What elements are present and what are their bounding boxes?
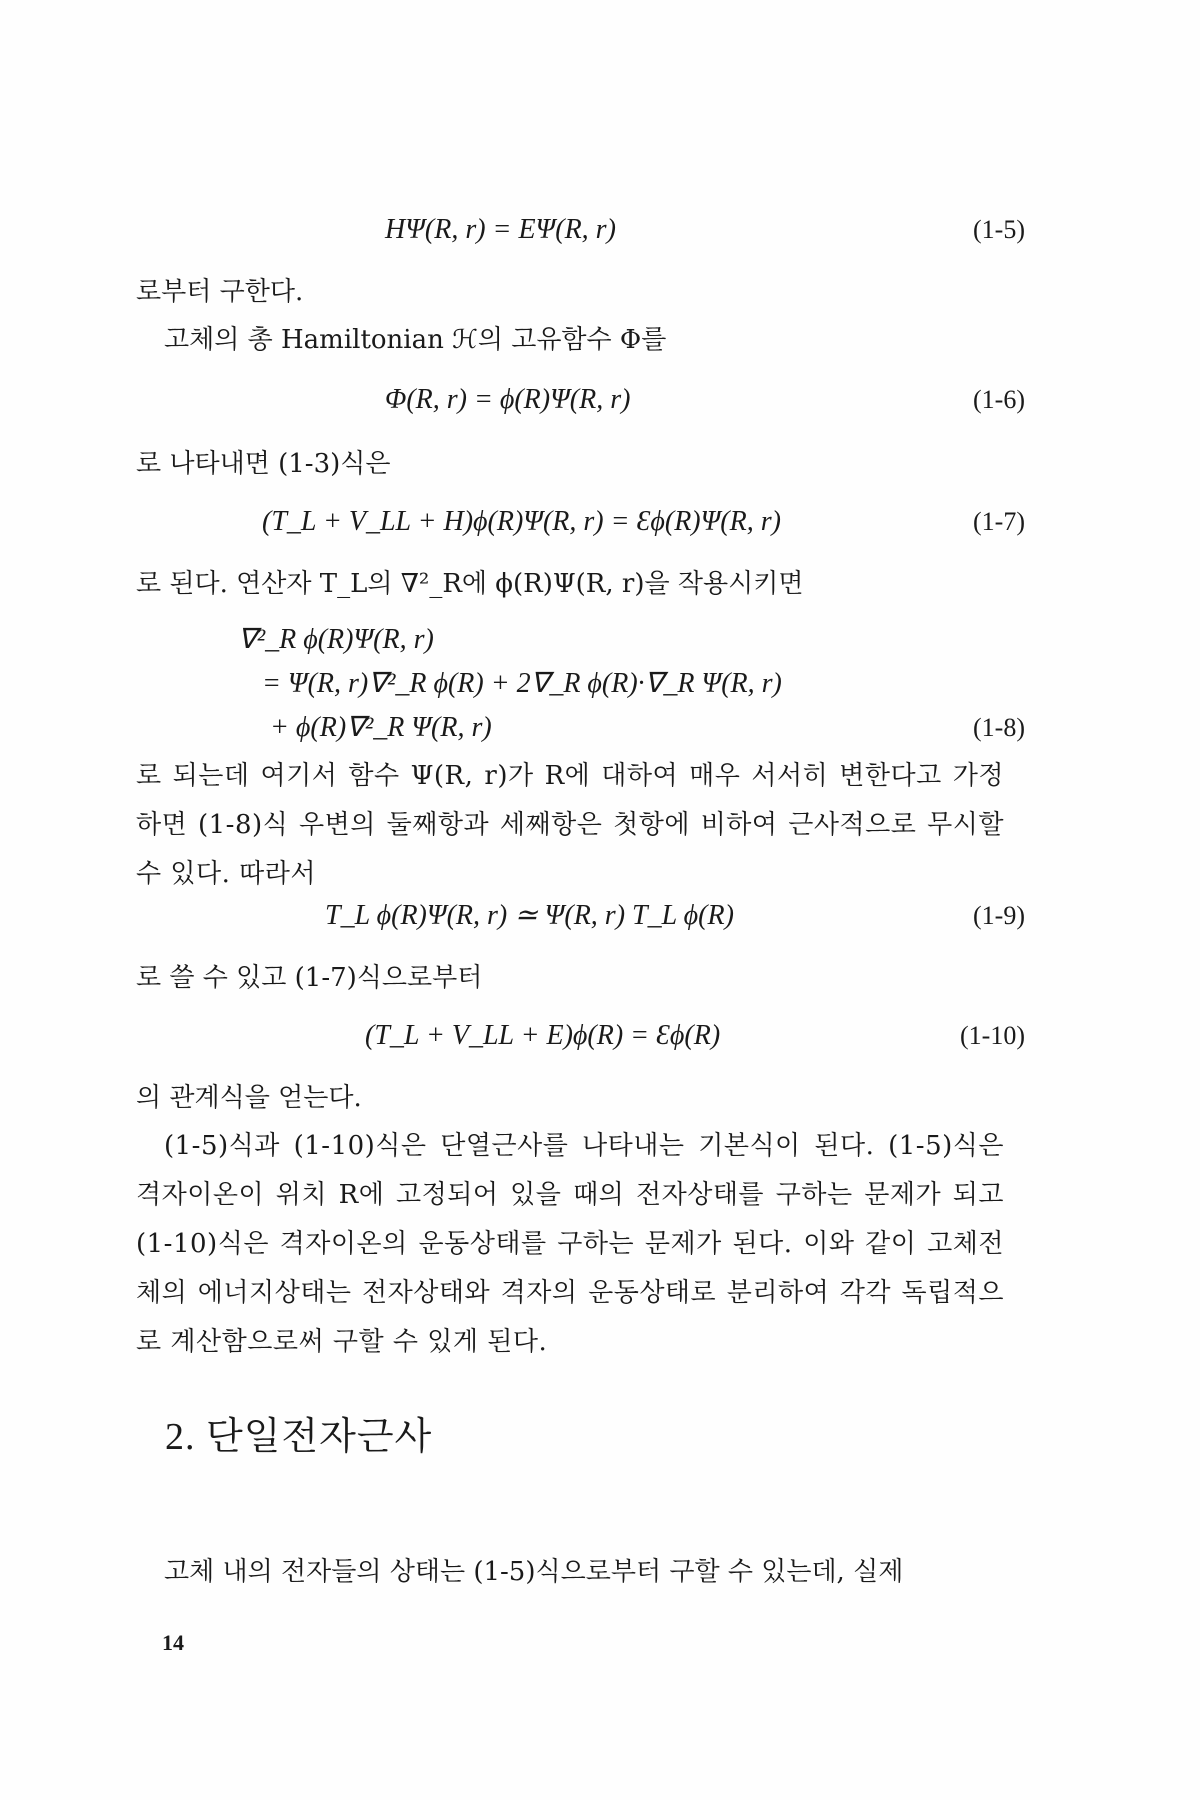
equation-1-6: Φ(R, r) = ϕ(R)Ψ(R, r) xyxy=(385,384,631,415)
equation-number-1-5: (1-5) xyxy=(973,215,1025,244)
section-first-line: 고체 내의 전자들의 상태는 (1-5)식으로부터 구할 수 있는데, 실제 xyxy=(164,1557,904,1587)
equation-number-1-6: (1-6) xyxy=(973,385,1025,414)
text-after-equation-1-7: 로 된다. 연산자 T_L의 ∇²_R에 ϕ(R)Ψ(R, r)을 작용시키면 xyxy=(136,569,804,599)
text-hamiltonian-line: 고체의 총 Hamiltonian ℋ의 고유함수 Φ를 xyxy=(164,325,667,355)
equation-1-8-line-2: = Ψ(R, r)∇²_R ϕ(R) + 2∇_R ϕ(R)·∇_R Ψ(R, r) xyxy=(262,668,782,699)
equation-number-1-7: (1-7) xyxy=(973,507,1025,536)
equation-1-8-line-3: + ϕ(R)∇²_R Ψ(R, r) xyxy=(270,712,492,743)
equation-1-8-line-1: ∇²_R ϕ(R)Ψ(R, r) xyxy=(238,624,434,655)
equation-number-1-10: (1-10) xyxy=(960,1021,1025,1050)
text-after-equation-1-5: 로부터 구한다. xyxy=(136,277,304,307)
summary-paragraph: (1-5)식과 (1-10)식은 단열근사를 나타내는 기본식이 된다. (1-5)식은 격자이온이 위치 R에 고정되어 있을 때의 전자상태를 구하는 문제가 되고 (1-10)식은 격자이온의 운동상태를 구하는 문제가 된다. 이와 같이 고체전체의 에너지상태는 전자상태와 격자의 운동상태로 분리하여 각각 독립적으로 계산함으로써 구할 수 있게 된다. xyxy=(136,1131,1004,1357)
equation-1-9: T_L ϕ(R)Ψ(R, r) ≃ Ψ(R, r) T_L ϕ(R) xyxy=(325,900,734,931)
equation-1-10: (T_L + V_LL + E)ϕ(R) = Ɛϕ(R) xyxy=(365,1020,721,1051)
equation-1-5: HΨ(R, r) = EΨ(R, r) xyxy=(385,214,616,245)
text-after-equation-1-6: 로 나타내면 (1-3)식은 xyxy=(136,449,391,479)
text-after-equation-1-9: 로 쓸 수 있고 (1-7)식으로부터 xyxy=(136,963,483,993)
text-after-equation-1-10: 의 관계식을 얻는다. xyxy=(136,1083,362,1113)
page-number: 14 xyxy=(162,1630,184,1655)
equation-number-1-8: (1-8) xyxy=(973,713,1025,742)
text-after-equation-1-8: 로 되는데 여기서 함수 Ψ(R, r)가 R에 대하여 매우 서서히 변한다고 가정하면 (1-8)식 우변의 둘째항과 세째항은 첫항에 비하여 근사적으로 무시할 수 있다. 따라서 xyxy=(136,761,1004,889)
equation-1-7: (T_L + V_LL + H)ϕ(R)Ψ(R, r) = Ɛϕ(R)Ψ(R, r) xyxy=(262,506,781,537)
equation-number-1-9: (1-9) xyxy=(973,901,1025,930)
section-heading: 2. 단일전자근사 xyxy=(165,1416,433,1458)
